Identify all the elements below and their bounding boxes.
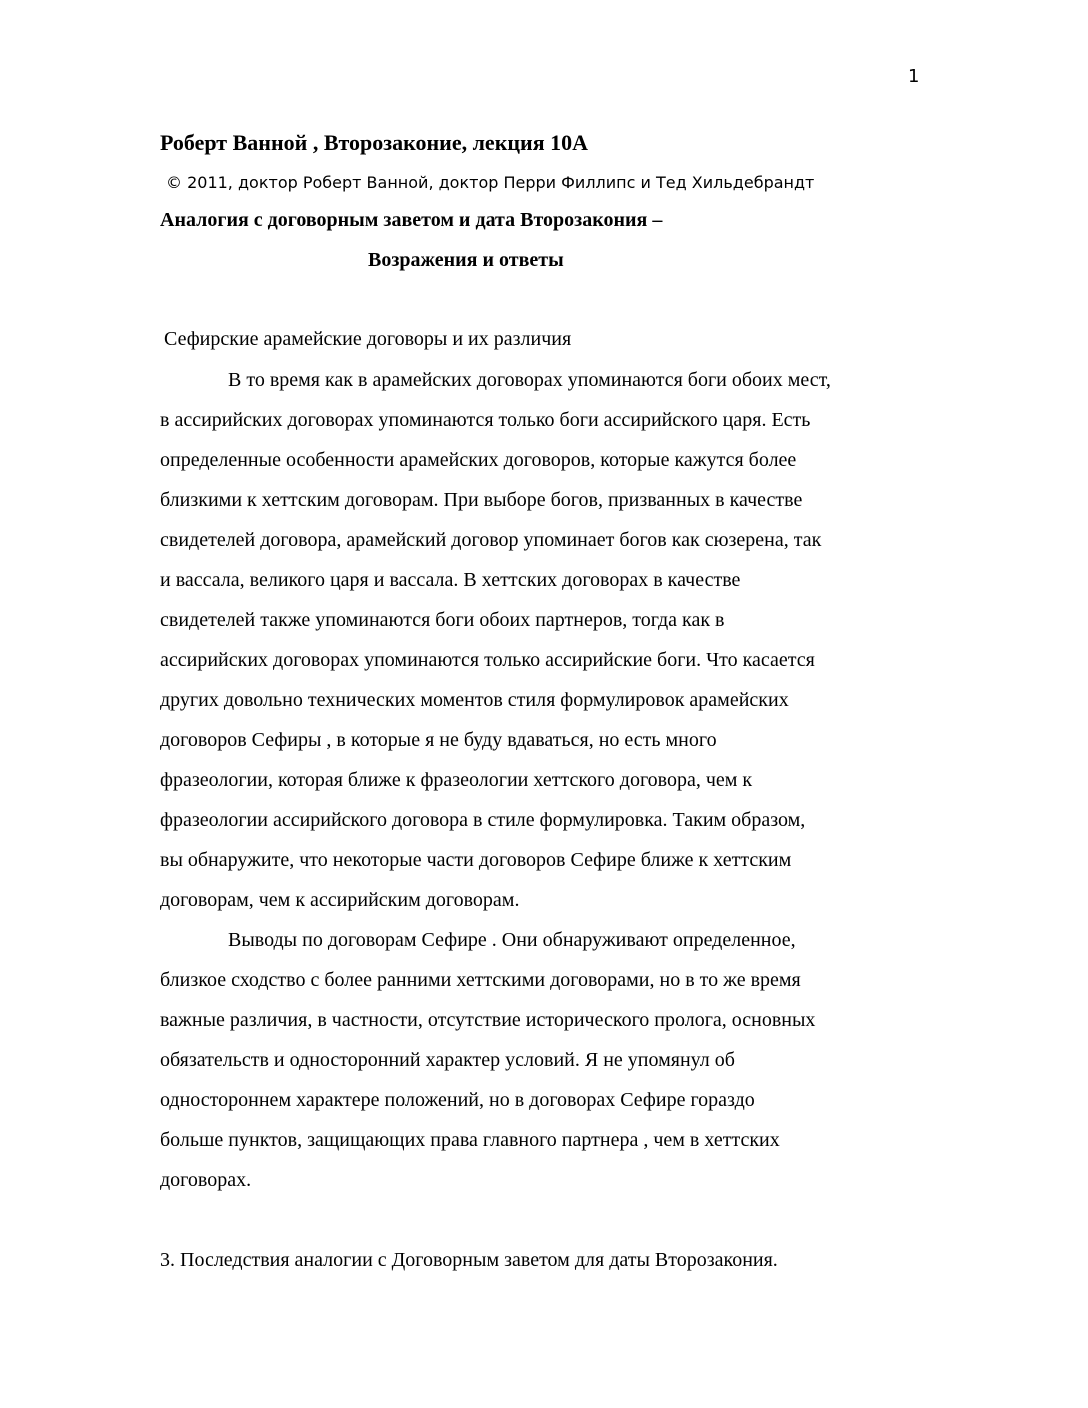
paragraph-line: в ассирийских договорах упоминаются только боги ассирийского царя. Есть	[160, 409, 811, 431]
lecture-subtitle-line-2: Возражения и ответы	[368, 249, 564, 271]
section-heading: Сефирские арамейские договоры и их различия	[164, 328, 572, 350]
paragraph-line: Выводы по договорам Сефире . Они обнаруживают определенное,	[228, 929, 796, 951]
paragraph-line: свидетелей договора, арамейский договор упоминает богов как сюзерена, так	[160, 529, 822, 551]
document-title: Роберт Ванной , Второзаконие, лекция 10А	[160, 130, 589, 155]
section-3-heading: 3. Последствия аналогии с Договорным заветом для даты Второзакония.	[160, 1249, 778, 1271]
paragraph-line: определенные особенности арамейских договоров, которые кажутся более	[160, 449, 797, 471]
paragraph-line: договоров Сефиры , в которые я не буду вдаваться, но есть много	[160, 729, 717, 751]
paragraph-line: важные различия, в частности, отсутствие исторического пролога, основных	[160, 1009, 816, 1031]
paragraph-line: фразеологии ассирийского договора в стиле формулировка. Таким образом,	[160, 809, 806, 831]
paragraph-line: обязательств и односторонний характер условий. Я не упомянул об	[160, 1049, 735, 1071]
copyright-line: © 2011, доктор Роберт Ванной, доктор Перри Филлипс и Тед Хильдебрандт	[166, 173, 815, 192]
paragraph-line: близкими к хеттским договорам. При выборе богов, призванных в качестве	[160, 489, 803, 511]
paragraph-line: фразеологии, которая ближе к фразеологии хеттского договора, чем к	[160, 769, 753, 791]
paragraph-line: договорах.	[160, 1169, 252, 1191]
paragraph-line: и вассала, великого царя и вассала. В хеттских договорах в качестве	[160, 569, 741, 591]
paragraph-line: близкое сходство с более ранними хеттскими договорами, но в то же время	[160, 969, 801, 991]
page-number: 1	[908, 66, 920, 87]
lecture-subtitle-line-1: Аналогия с договорным заветом и дата Второзакония –	[160, 209, 663, 231]
paragraph-line: больше пунктов, защищающих права главного партнера , чем в хеттских	[160, 1129, 780, 1151]
paragraph-line: В то время как в арамейских договорах упоминаются боги обоих мест,	[228, 369, 831, 391]
paragraph-line: одностороннем характере положений, но в договорах Сефире гораздо	[160, 1089, 755, 1111]
paragraph-line: ассирийских договорах упоминаются только ассирийские боги. Что касается	[160, 649, 815, 671]
paragraph-line: свидетелей также упоминаются боги обоих партнеров, тогда как в	[160, 609, 725, 631]
paragraph-line: вы обнаружите, что некоторые части договоров Сефире ближе к хеттским	[160, 849, 792, 871]
paragraph-line: договорам, чем к ассирийским договорам.	[160, 889, 520, 911]
paragraph-line: других довольно технических моментов стиля формулировок арамейских	[160, 689, 789, 711]
